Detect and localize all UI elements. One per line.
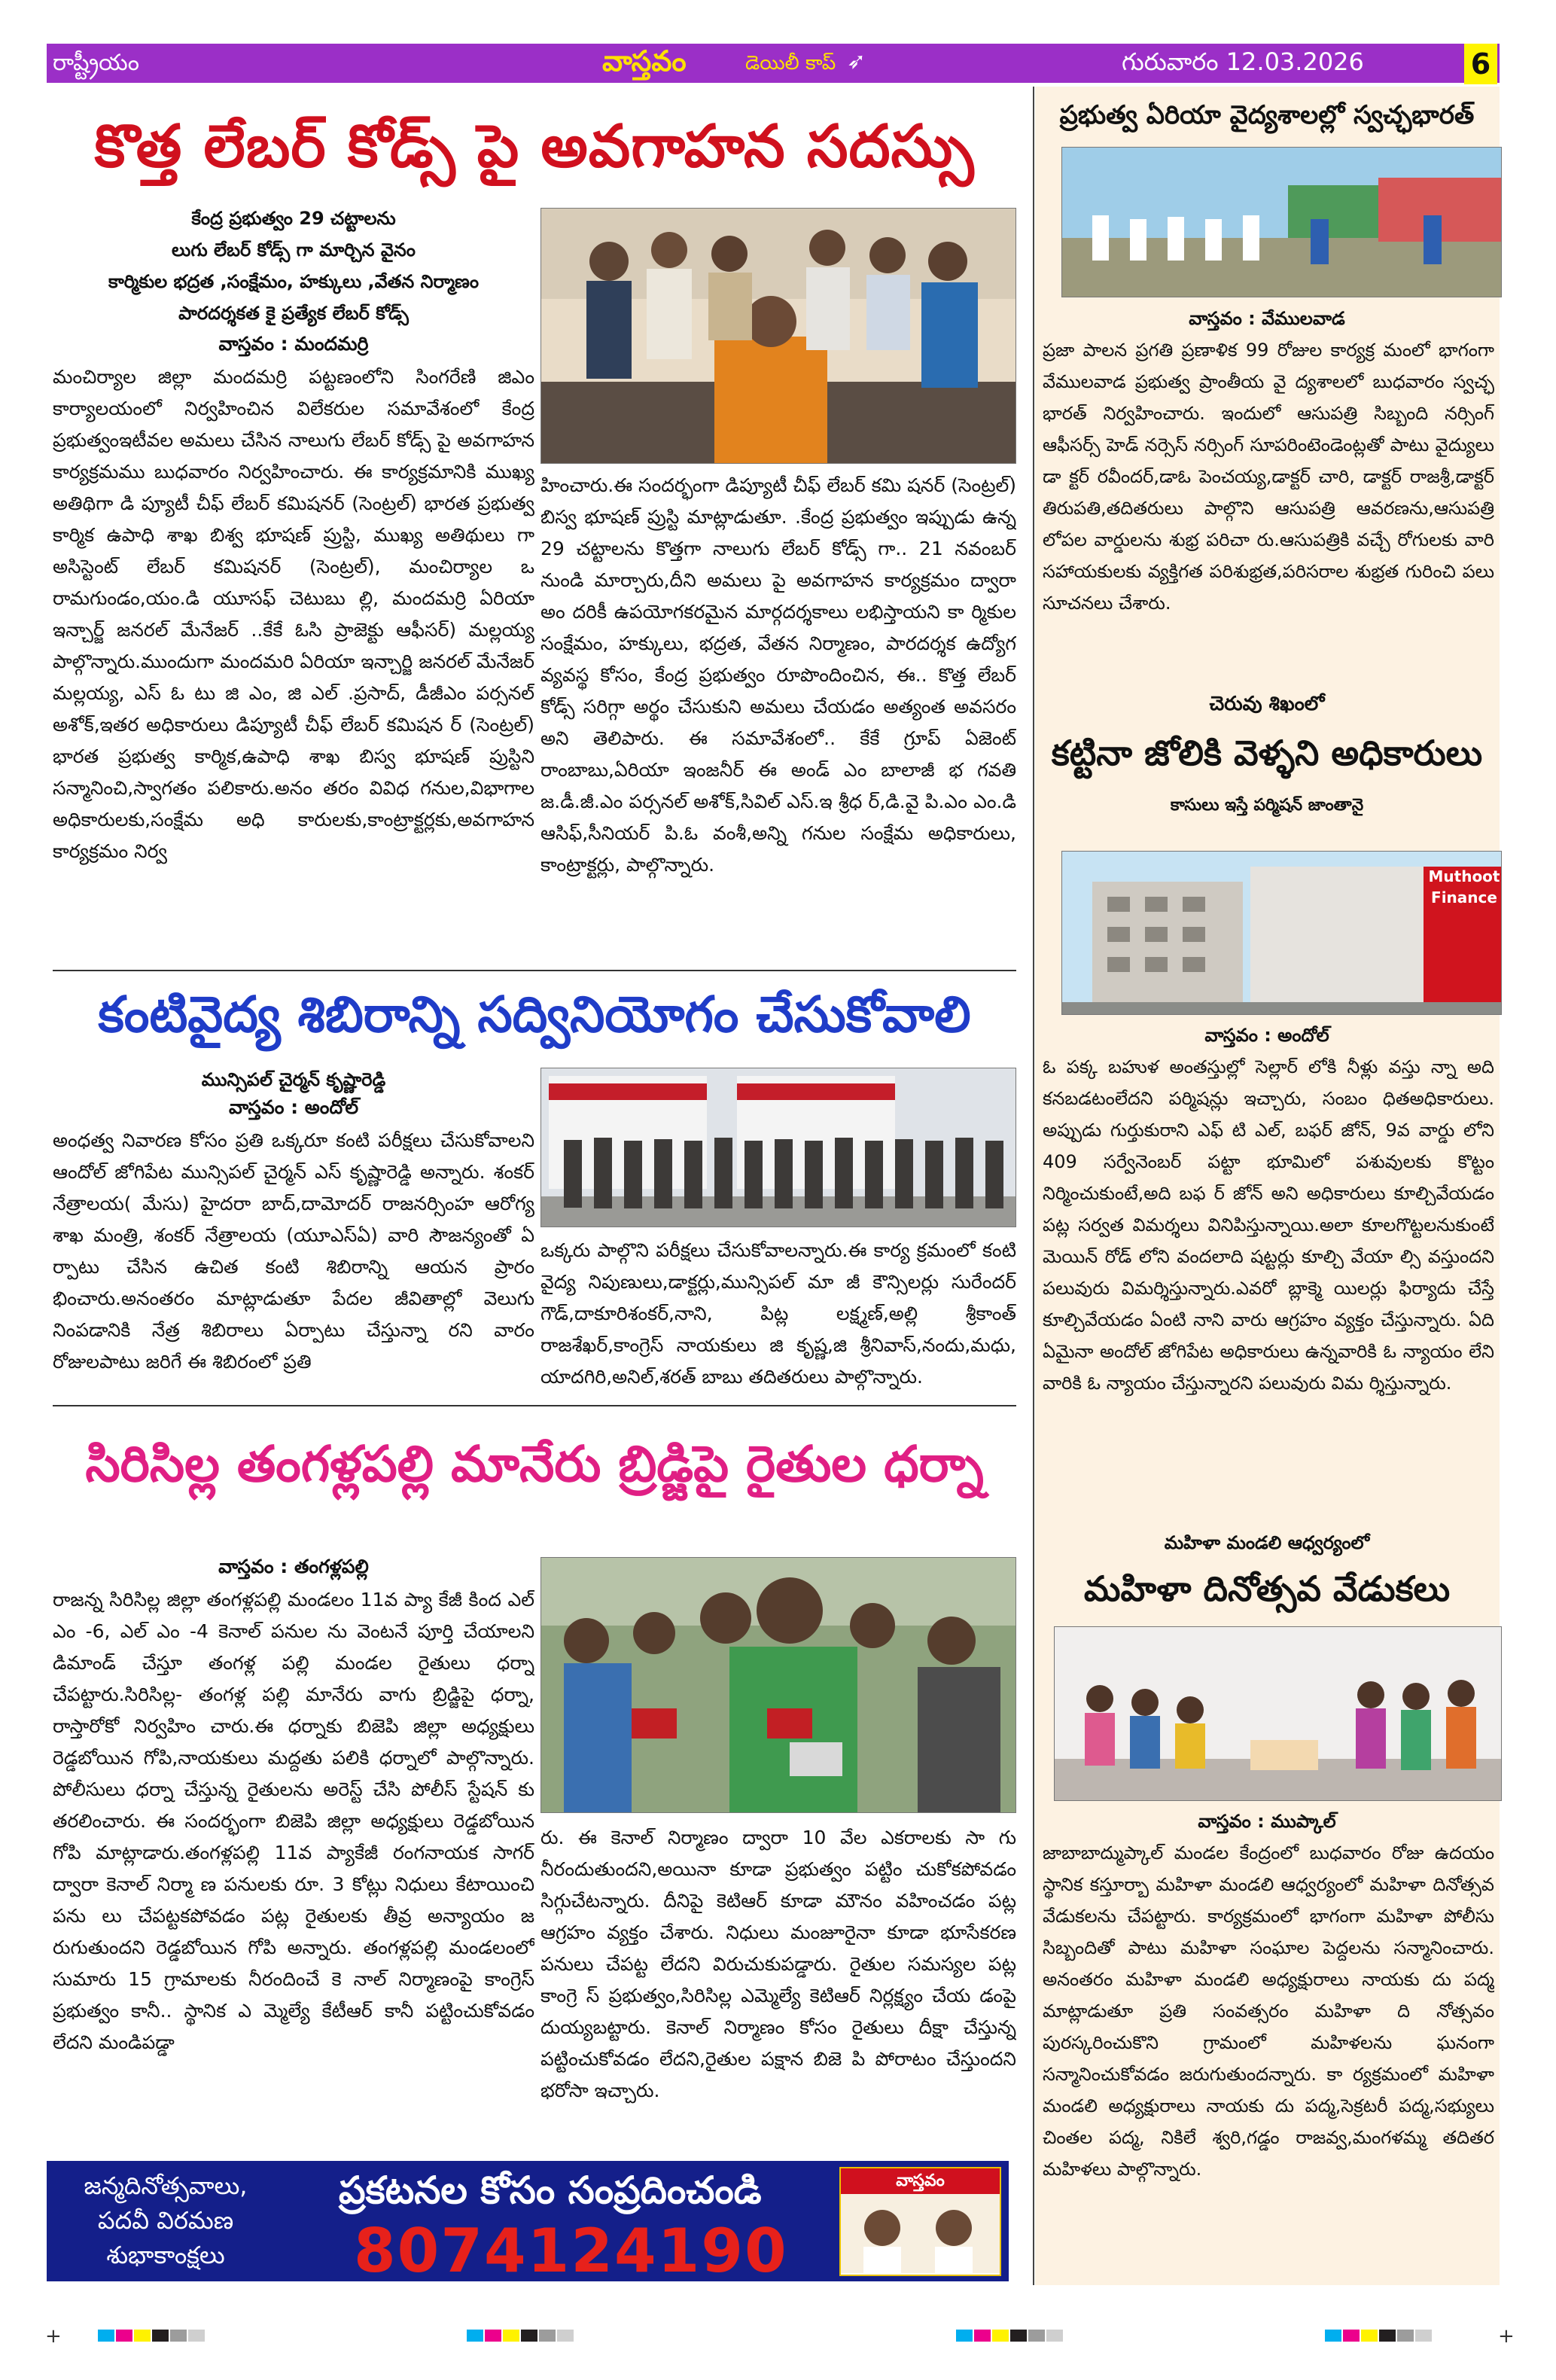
ad-thumbnail bbox=[839, 2167, 1001, 2276]
article1-headline: కొత్త లేబర్ కోడ్స్ పై అవగాహన సదస్సు bbox=[94, 113, 975, 181]
right1-dateline: వాస్తవం : వేములవాడ bbox=[1189, 308, 1345, 329]
article1-column1: మంచిర్యాల జిల్లా మందమర్రి పట్టణంలోని సింగరేణి జిఎం కార్యాలయంలో నిర్వహించిన విలేకరుల సమావేశంలో కేంద్ర ప్రభుత్వంఇటీవల అమలు చేసిన నాలుగు లేబర్ కోడ్స్ పై అవగాహన కార్యక్రమము బుధవారం నిర్వహించారు. ఈ కార్యక్రమానికి ముఖ్య అతిథిగా డి ప్యూటీ చీఫ్ లేబర్ కమిషనర్ (సెంట్రల్) భారత ప్రభుత్వ కార్మిక ఉపాధి శాఖ బిశ్వ భూషణ్ ప్రుస్టి, ముఖ్య అతిథులు గా అసిస్టెంట్ లేబర్ కమిషనర్ (సెంట్రల్), మంచిర్యాల ఒ రామగుండం,యం.డి యూసఫ్ చెటుబు ల్లి, మందమర్రి ఏరియా ఇన్చార్జ్ జనరల్ మేనేజర్ ..కేకే ఓసి ప్రాజెక్టు ఆఫీసర్) మల్లయ్య పాల్గొన్నారు.ముందుగా మందమరి ఏరియా ఇన్చార్జి జనరల్ మేనేజర్ మల్లయ్య, ఎస్ ఓ టు జి ఎం, జి ఎల్ .ప్రసాద్, డీజీఎం పర్సనల్ అశోక్,ఇతర అధికారులు డిప్యూటీ చీఫ్ లేబర్ కమిషన ర్ (సెంట్రల్) భారత ప్రభుత్వ కార్మిక,ఉపాధి శాఖ బిస్వ భూషణ్ ప్రుస్టిని సన్మానించి,స్వాగతం పలికారు.అనం తరం వివిధ గనుల,విభాగాల అధికారులకు,సంక్షేమ అధి కారులకు,కాంట్రాక్టర్లకు,అవగాహన కార్యక్రమం నిర్వ bbox=[53, 366, 534, 862]
divider bbox=[53, 1405, 1016, 1406]
right1-photo bbox=[1061, 147, 1502, 297]
section-label: రాష్ట్రీయం bbox=[53, 50, 139, 76]
article2-column1: అంధత్వ నివారణ కోసం ప్రతి ఒక్కరూ కంటి పరీక్షలు చేసుకోవాలని ఆందోల్ జోగిపేట మున్సిపల్ చైర్మన్ ఎస్ కృష్ణారెడ్డి అన్నారు. శంకర్ నేత్రాలయ( మేసు) హైదరా బాద్,దామోదర్ రాజనర్సింహ ఆరోగ్య శాఖ మంత్రి, శంకర్ నేత్రాలయ (యూఎస్ఏ) వారి సౌజన్యంతో ఏ ర్పాటు చేసిన ఉచిత కంటి శిబిరాన్ని ఆయన ప్రారం భించారు.అనంతరం మాట్లాడుతూ పేదల జీవితాల్లో వెలుగు నింపడానికి నేత్ర శిబిరాలు ఏర్పాటు చేస్తున్నా రని వారం రోజులపాటు జరిగే ఈ శిబిరంలో ప్రతి bbox=[53, 1129, 534, 1373]
article2-photo bbox=[540, 1068, 1016, 1227]
right3-kicker: మహిళా మండలి ఆధ్వర్యంలో bbox=[1164, 1532, 1370, 1553]
article1-sub1: కేంద్ర ప్రభుత్వం 29 చట్టాలను bbox=[191, 208, 396, 229]
ad-title: ప్రకటనల కోసం సంప్రదించండి bbox=[339, 2168, 762, 2212]
article1-column2: హించారు.ఈ సందర్భంగా డిప్యూటీ చీఫ్ లేబర్ కమి షనర్ (సెంట్రల్) బిస్వ భూషణ్ ప్రుస్టి మాట్లాడుతూ. .కేంద్ర ప్రభుత్వం ఇప్పుడు ఉన్న 29 చట్టాలను కొత్తగా నాలుగు లేబర్ కోడ్స్ గా.. 21 నవంబర్ నుండి మార్చారు,దీని అమలు పై అవగాహన కార్యక్రమం ద్వారా అం దరికీ ఉపయోగకరమైన మార్గదర్శకాలు లభిస్తాయని కా ర్మికుల సంక్షేమం, హక్కులు, భద్రత, వేతన నిర్మాణం, పారదర్శక ఉద్యోగ వ్యవస్థ కోసం, కేంద్ర ప్రభుత్వం రూపొందించిన, ఈ.. కొత్త లేబర్ కోడ్స్ సరిగ్గా అర్థం చేసుకుని అమలు చేయడం అత్యంత అవసరం అని తెలిపారు. ఈ సమావేశంలో.. కేకే గ్రూప్ ఏజెంట్ రాంబాబు,ఏరియా ఇంజనీర్ ఈ అండ్ ఎం బాలాజీ భ గవతి జ.డీ.జీ.ఎం పర్సనల్ అశోక్,సివిల్ ఎస్.ఇ శ్రీధ ర్,డి.వై పి.ఎం ఎం.డి ఆసిఫ్,సీనియర్ పి.ఓ వంశీ,అన్ని గనుల సంక్షేమ అధికారులు, కాంట్రాక్టర్లు, పాల్గొన్నారు. bbox=[540, 474, 1016, 876]
right3-headline: మహిళా దినోత్సవ వేడుకలు bbox=[1083, 1568, 1451, 1609]
article2-column2: ఒక్కరు పాల్గొని పరీక్షలు చేసుకోవాలన్నారు.ఈ కార్య క్రమంలో కంటి వైద్య నిపుణులు,డాక్టర్లు,మున్సిపల్ మా జీ కౌన్సిలర్లు సురేందర్ గౌడ్,దాకూరిశంకర్,నాని, పిట్ల లక్ష్మణ్,అల్లి శ్రీకాంత్ రాజశేఖర్,కాంగ్రెస్ నాయకులు జి కృష్ణ,జి శ్రీనివాస్,నందు,మధు, యాదగిరి,అనిల్,శరత్ బాబు తదితరులు పాల్గొన్నారు. bbox=[540, 1239, 1016, 1388]
right1-headline: ప్రభుత్వ ఏరియా వైద్యశాలల్లో స్వచ్ఛభారత్ bbox=[1059, 100, 1475, 130]
color-bar bbox=[1325, 2330, 1433, 2345]
color-bar bbox=[98, 2330, 206, 2345]
article2-sub: మున్సిపల్ చైర్మన్ కృష్ణారెడ్డి bbox=[201, 1069, 386, 1090]
right2-dateline: వాస్తవం : అందోల్ bbox=[1204, 1025, 1329, 1046]
article1-sub2: లుగు లేబర్ కోడ్స్ గా మార్చిన వైనం bbox=[172, 239, 416, 261]
right3-dateline: వాస్తవం : ముప్కాల్ bbox=[1198, 1811, 1336, 1832]
right1-body: ప్రజా పాలన ప్రగతి ప్రణాళిక 99 రోజుల కార్యక్ర మంలో భాగంగా వేములవాడ ప్రభుత్వ ప్రాంతీయ వై ద్యశాలలో బుధవారం స్వచ్ఛ భారత్ నిర్వహించారు. ఇందులో ఆసుపత్రి సిబ్బంది నర్సింగ్ ఆఫీసర్స్ హెడ్ నర్సెస్ నర్సింగ్ సూపరింటెండెంట్లతో పాటు వైద్యులు డా క్టర్ రవీందర్,డాఓ పెంచయ్య,డాక్టర్ చారి, డాక్టర్ రాజశ్రీ,డాక్టర్ తిరుపతి,తదితరులు పాల్గొని ఆసుపత్రి ఆవరణను,ఆసుపత్రి లోపల వార్డులను శుభ్ర పరిచా రు.ఆసుపత్రికి వచ్చే రోగులకు వారి సహాయకులకు వ్యక్తిగత పరిశుభ్రత,పరిసరాల శుభ్రత గురించి పలు సూచనలు చేశారు. bbox=[1043, 340, 1494, 614]
article3-column2: రు. ఈ కెనాల్ నిర్మాణం ద్వారా 10 వేల ఎకరాలకు సా గు నీరందుతుందని,అయినా కూడా ప్రభుత్వం పట్టిం చుకోకపోవడం సిగ్గుచేటన్నారు. దీనిపై కెటిఆర్ కూడా మౌనం వహించడం పట్ల ఆగ్రహం వ్యక్తం చేశారు. నిధులు మంజూరైనా కూడా భూసేకరణ పనులు చేపట్ట లేదని విరుచుకుపడ్డారు. రైతుల సమస్యల పట్ల కాంగ్రె స్ ప్రభుత్వం,సిరిసిల్ల ఎమ్మెల్యే కెటిఆర్ నిర్లక్ష్యం చేయ డంపై దుయ్యబట్టారు. కెనాల్ నిర్మాణం కోసం రైతులు దీక్షా చేస్తున్న పట్టించుకోవడం లేదని,రైతుల పక్షాన బిజె పి పోరాటం చేస్తుందని భరోసా ఇచ్చారు. bbox=[540, 1827, 1016, 2101]
right3-body: జాబాబాద్ముప్కాల్ మండల కేంద్రంలో బుధవారం రోజు ఉదయం స్థానిక కస్తూర్బా మహిళా మండలి ఆధ్వర్యంలో మహిళా దినోత్సవ వేడుకలను చేపట్టారు. కార్యక్రమంలో భాగంగా మహిళా పోలీసు సిబ్బందితో పాటు మహిళా సంఘాల పెద్దలను సన్మానించారు. అనంతరం మహిళా మండలి అధ్యక్షురాలు నాయకు దు పద్మ మాట్లాడుతూ ప్రతి సంవత్సరం మహిళా ది నోత్సవం పురస్కరించుకొని గ్రామంలో మహిళలను ఘనంగా సన్మానించుకోవడం జరుగుతుందన్నారు. కా ర్యక్రమంలో మహిళా మండలి అధ్యక్షురాలు నాయకు దు పద్మ,సెక్రటరీ పద్మ,సభ్యులు చింతల పద్మ, నికిలే శ్వరి,గడ్డం రాజవ్వ,మంగళమ్మ తదితర మహిళలు పాల్గొన్నారు. bbox=[1043, 1842, 1494, 2180]
issue-date: గురువారం 12.03.2026 bbox=[1122, 47, 1364, 76]
article1-sub4: పారదర్శకత కై ప్రత్యేక లేబర్ కోడ్స్ bbox=[178, 303, 409, 324]
masthead-sub: డెయిలీ కాప్ bbox=[745, 52, 836, 75]
right2-sub: కాసులు ఇస్తే పర్మిషన్ జాంతానై bbox=[1170, 796, 1364, 815]
right2-kicker: చెరువు శిఖంలో bbox=[1209, 693, 1325, 715]
ad-line3: శుభాకాంక్షలు bbox=[106, 2241, 225, 2269]
article3-photo bbox=[540, 1557, 1016, 1813]
ad-thumb-photo bbox=[841, 2194, 1000, 2273]
article1-sub3: కార్మికుల భద్రత ,సంక్షేమం, హక్కులు ,వేతన నిర్మాణం bbox=[108, 271, 480, 292]
column-divider bbox=[1033, 87, 1034, 2285]
registration-mark: + bbox=[45, 2325, 62, 2348]
bird-icon: ➶ bbox=[847, 48, 866, 75]
article1-photo bbox=[540, 208, 1016, 464]
article2-headline: కంటివైద్య శిబిరాన్ని సద్వినియోగం చేసుకోవాలి bbox=[98, 986, 971, 1044]
right2-headline: కట్టినా జోలికి వెళ్ళని అధికారులు bbox=[1051, 733, 1483, 773]
article3-column1: రాజన్న సిరిసిల్ల జిల్లా తంగళ్లపల్లి మండలం 11వ ప్యా కేజీ కింద ఎల్ ఎం -6, ఎల్ ఎం -4 కెనాల్ పనుల ను వెంటనే పూర్తి చేయాలని డిమాండ్ చేస్తూ తంగళ్ల పల్లి మండల రైతులు ధర్నా చేపట్టారు.సిరిసిల్ల- తంగళ్ల పల్లి మానేరు వాగు బ్రిడ్జిపై ధర్నా, రాస్తారోకో నిర్వహిం చారు.ఈ ధర్నాకు బిజెపి జిల్లా అధ్యక్షులు రెడ్డబోయిన గోపి,నాయకులు మద్దతు పలికి ధర్నాలో పాల్గొన్నారు. పోలీసులు ధర్నా చేస్తున్న రైతులను అరెస్ట్ చేసి పోలీస్ స్టేషన్ కు తరలించారు. ఈ సందర్భంగా బిజెపి జిల్లా అధ్యక్షులు రెడ్డబోయిన గోపి మాట్లాడారు.తంగళ్లపల్లి 11వ ప్యాకేజీ రంగనాయక సాగర్ ద్వారా కెనాల్ నిర్మా ణ పనులకు రూ. 3 కోట్లు నిధులు కేటాయించి పను లు చేపట్టకపోవడం పట్ల రైతులకు తీవ్ర అన్యాయం జ రుగుతుందని రెడ్డబోయిన గోపి అన్నారు. తంగళ్లపల్లి మండలంలో సుమారు 15 గ్రామాలకు నీరందించే కె నాల్ నిర్మాణంపై కాంగ్రెస్ ప్రభుత్వం కానీ.. స్థానిక ఎ మ్మెల్యే కేటీఆర్ కానీ పట్టించుకోవడం లేదని మండిపడ్డా bbox=[53, 1589, 534, 2053]
ad-line2: పదవీ విరమణ bbox=[97, 2206, 234, 2235]
color-bar bbox=[956, 2330, 1064, 2345]
registration-mark: + bbox=[1498, 2325, 1515, 2348]
right2-body: ఓ పక్క బహుళ అంతస్తుల్లో సెల్లార్ లోకి నీళ్లు వస్తు న్నా అది కనబడటంలేదని పర్మిషన్లు ఇచ్చారు, సంబం ధితఅధికారులు. అప్పుడు గుర్తుకురాని ఎఫ్ టి ఎల్, బఫర్ జోన్, 9వ వార్డు లోని 409 సర్వేనెంబర్ పట్టా భూమిలో పశువులకు కొట్టం నిర్మించుకుంటే,అది బఫ ర్ జోన్ అని అధికారులు కూల్చివేయడం పట్ల సర్వత విమర్శలు వినిపిస్తున్నాయి.అలా కూలగొట్టలనుకుంటే మెయిన్ రోడ్ లోని వందలాది షట్టర్లు కూల్చి వేయా ల్సి వస్తుందని పలువురు విమర్శిస్తున్నారు.ఎవరో బ్లాక్మె యిలర్లు ఫిర్యాదు చేస్తే కూల్చివేయడం ఏంటి నాని వారు ఆగ్రహం వ్యక్తం చేస్తున్నారు. ఏది ఏమైనా అందోల్ జోగిపేట అధికారులు ఉన్నవారికి ఓ న్యాయం లేని వారికి ఓ న్యాయం చేస్తున్నారని పలువురు విమ ర్శిస్తున్నారు. bbox=[1043, 1056, 1494, 1394]
article2-dateline: వాస్తవం : అందోల్ bbox=[228, 1096, 359, 1118]
right2-photo-sign: Muthoot Finance bbox=[1428, 867, 1500, 907]
page-number: 6 bbox=[1464, 44, 1497, 84]
divider bbox=[53, 970, 1016, 971]
right3-photo bbox=[1054, 1626, 1502, 1801]
article3-headline: సిరిసిల్ల తంగళ్లపల్లి మానేరు బ్రిడ్జిపై రైతుల ధర్నా bbox=[85, 1435, 984, 1493]
color-bar bbox=[467, 2330, 575, 2345]
masthead: వాస్తవం bbox=[602, 44, 687, 78]
ad-phone-number: 8074124190 bbox=[354, 2216, 788, 2286]
ad-thumb-title: వాస్తవం bbox=[841, 2168, 1000, 2194]
ad-line1: జన్మదినోత్సవాలు, bbox=[84, 2171, 248, 2200]
article3-dateline: వాస్తవం : తంగళ్లపల్లి bbox=[218, 1556, 369, 1577]
ad-greetings bbox=[53, 2168, 279, 2272]
article1-dateline: వాస్తవం : మందమర్రి bbox=[218, 333, 369, 355]
